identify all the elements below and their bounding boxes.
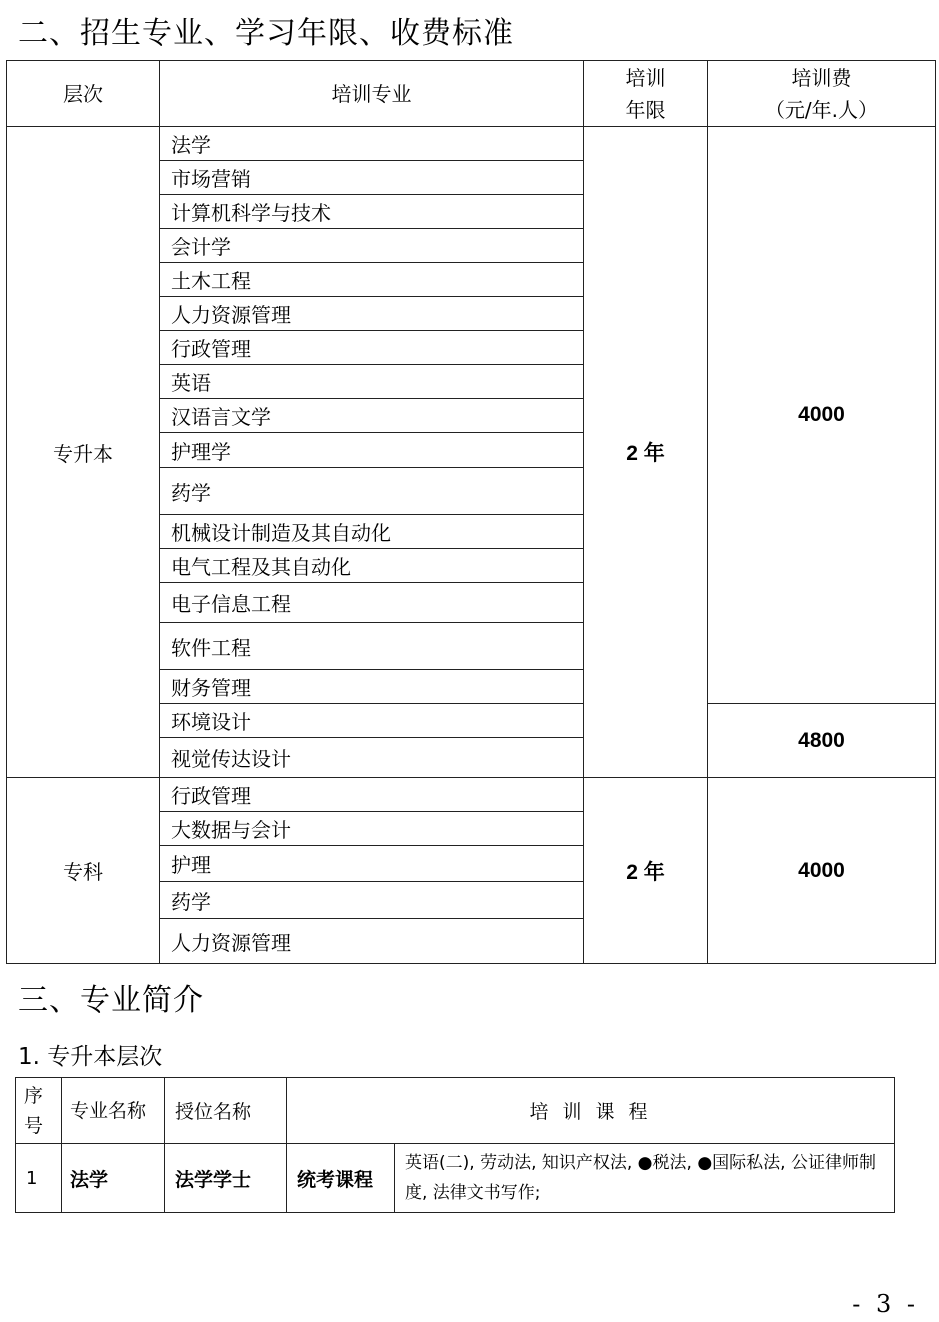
years-zk: 2 年 xyxy=(584,778,708,964)
row-courses: 英语(二), 劳动法, 知识产权法, ●税法, ●国际私法, 公证律师制度, 法律文书写作; xyxy=(395,1144,895,1213)
major-cell: 会计学 xyxy=(160,229,584,263)
row-degree: 法学学士 xyxy=(165,1144,287,1213)
major-cell: 土木工程 xyxy=(160,263,584,297)
header-fee xyxy=(708,61,936,127)
level-zsb: 专升本 xyxy=(7,127,160,778)
level-zk: 专科 xyxy=(7,778,160,964)
table-row xyxy=(7,127,936,161)
fee-zsb-main: 4000 xyxy=(708,127,936,704)
row-course-type: 统考课程 xyxy=(287,1144,395,1213)
major-cell: 行政管理 xyxy=(160,331,584,365)
major-cell: 市场营销 xyxy=(160,161,584,195)
major-cell: 机械设计制造及其自动化 xyxy=(160,515,584,549)
major-cell: 软件工程 xyxy=(160,623,584,670)
header-seq: 序号 xyxy=(16,1078,62,1144)
major-cell: 人力资源管理 xyxy=(160,297,584,331)
major-cell: 护理 xyxy=(160,846,584,882)
page-number: - 3 - xyxy=(852,1290,919,1318)
fee-zsb-design: 4800 xyxy=(708,704,936,778)
header-fee-unit: （元/年.人） xyxy=(764,97,879,122)
major-cell: 计算机科学与技术 xyxy=(160,195,584,229)
major-cell: 法学 xyxy=(160,127,584,161)
header-major: 培训专业 xyxy=(160,61,584,127)
header-major: 专业名称 xyxy=(62,1078,165,1144)
major-cell: 环境设计 xyxy=(160,704,584,738)
major-cell: 护理学 xyxy=(160,433,584,468)
major-cell: 药学 xyxy=(160,882,584,919)
major-cell: 大数据与会计 xyxy=(160,812,584,846)
table-row xyxy=(7,778,936,812)
header-courses: 培 训 课 程 xyxy=(287,1078,895,1144)
header-years: 培训 年限 xyxy=(584,61,708,127)
years-zsb: 2 年 xyxy=(584,127,708,778)
major-cell: 药学 xyxy=(160,468,584,515)
fee-zk: 4000 xyxy=(708,778,936,964)
section-title: 二、招生专业、学习年限、收费标准 xyxy=(18,16,514,51)
table-row xyxy=(16,1144,895,1213)
section-title-3: 三、专业简介 xyxy=(18,983,204,1018)
major-cell: 行政管理 xyxy=(160,778,584,812)
row-seq: 1 xyxy=(16,1144,62,1213)
major-cell: 汉语言文学 xyxy=(160,399,584,433)
major-intro-table xyxy=(15,1077,895,1213)
admissions-table xyxy=(6,60,936,964)
major-cell: 人力资源管理 xyxy=(160,919,584,964)
row-major: 法学 xyxy=(62,1144,165,1213)
major-cell: 视觉传达设计 xyxy=(160,738,584,778)
header-level: 层次 xyxy=(7,61,160,127)
subsection-title: 1. 专升本层次 xyxy=(18,1044,163,1070)
header-degree: 授位名称 xyxy=(165,1078,287,1144)
header-fee-title: 培训费 xyxy=(791,65,852,90)
major-cell: 电子信息工程 xyxy=(160,583,584,623)
major-cell: 英语 xyxy=(160,365,584,399)
major-cell: 财务管理 xyxy=(160,670,584,704)
major-cell: 电气工程及其自动化 xyxy=(160,549,584,583)
